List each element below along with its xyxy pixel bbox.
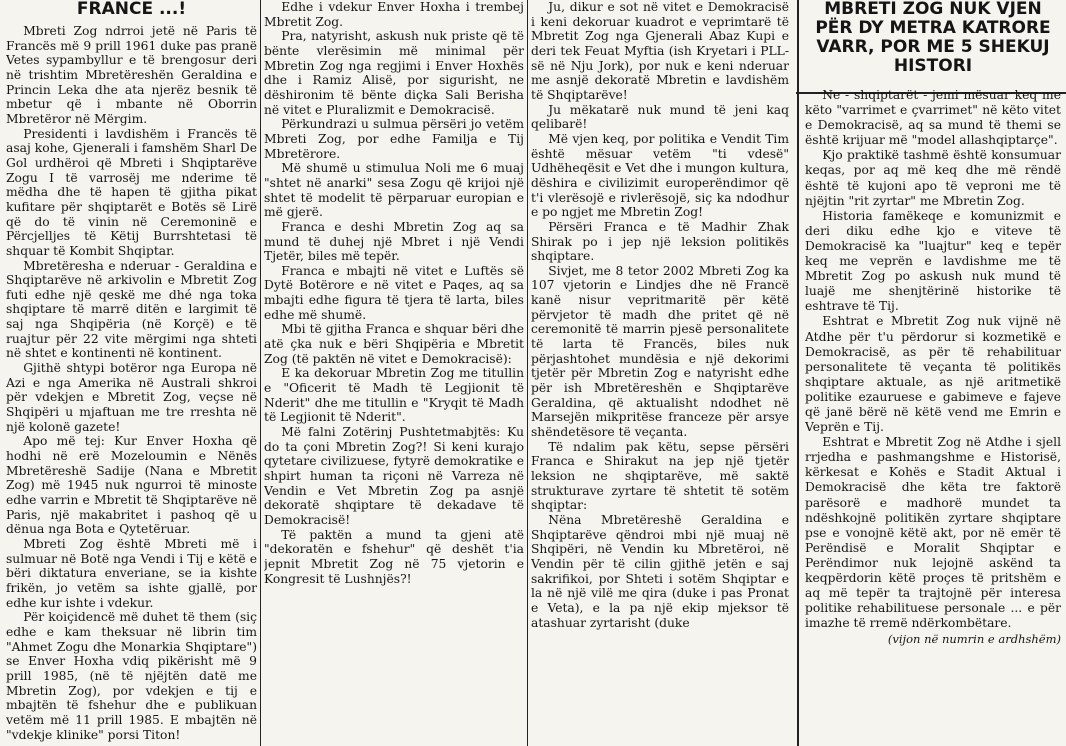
- paragraph: Mbreti Zog është Mbreti më i sulmuar në Botë nga Vendi i Tij e këtë e bëri diktatura enveriane, se ia kishte frikën, jo vetëm sa ishte gjallë, por edhe kur ishte i vdekur.: [6, 536, 257, 610]
- paragraph: Franca e mbajti në vitet e Luftës së Dytë Botërore e në vitet e Paqes, aq sa mbajti edhe figura të tjera të larta, biles edhe më shumë.: [264, 263, 524, 322]
- paragraph: Eshtrat e Mbretit Zog nuk vijnë në Atdhe për t'u përdorur si kozmetikë e Demokracisë, as për të rehabilituar personalitete të veçanta të politikës shqiptare aktuale, as një aritmetikë politike ezauruese e gabimeve e fajeve që janë bërë në këtë vend me Emrin e Veprën e Tij.: [805, 314, 1061, 435]
- paragraph: E ka dekoruar Mbretin Zog me titullin e "Oficerit të Madh të Legjionit të Nderit" dhe me titullin e "Kryqit të Madh të Legjionit të Nderit".: [264, 366, 524, 425]
- paragraph: Të paktën a mund ta gjeni atë "dekoratën e fshehur" që deshët t'ia jepnit Mbretit Zog në 75 vjetorin e Kongresit të Lushnjës?!: [264, 527, 524, 586]
- paragraph: Ju mëkatarë nuk mund të jeni kaq qelibarë!: [531, 102, 789, 132]
- paragraph: Nëna Mbretëreshë Geraldina e Shqiptarëve qëndroi mbi një muaj në Shqipëri, në Vendin ku Mbretëroi, në Vendin për të cilin gjithë jetën e saj sakrifikoi, por Shteti i sotëm Shqiptar e la në një vilë me qira (duke i pas Pronat e Veta), e la pa një ekip mjeksor të atashuar zyrtarisht (duke: [531, 512, 789, 630]
- paragraph: Mbretëresha e nderuar - Geraldina e Shqiptarëve në arkivolin e Mbretit Zog futi edhe një qeskë me dhé nga toka shqiptare të marrë ditën e largimit të saj nga Shqipëria (në Korçë) e të ruajtur për 22 vite mërgimi nga shteti në shtet e kontinenti në kontinent.: [6, 258, 257, 361]
- paragraph: Franca e deshi Mbretin Zog aq sa mund të duhej një Mbret i një Vendi Tjetër, biles më tepër.: [264, 219, 524, 264]
- article-column-4: [805, 0, 1061, 746]
- paragraph: Mbreti Zog ndrroi jetë në Paris të Francës më 9 prill 1961 duke pas pranë Vetes sypambyllur e të brengosur deri në trishtim Mbretëreshën Geraldina e Princin Leka dhe ata njerëz besnik të mbetur që i mbante në Oborrin Mbretëror në Mërgim.: [6, 24, 257, 126]
- paragraph: Eshtrat e Mbretit Zog në Atdhe i sjell rrjedha e pashmangshme e Historisë, kërkesat e Kohës e Stadit Aktual i Demokracisë dhe këta tre faktorë parësorë e madhorë mundet ta ndëshkojnë politikën zyrtare shqiptare pse e vonojnë këtë akt, por në emër të Perëndisë e Moralit Shqiptar e Perëndimor nuk lejojnë askënd ta keqpërdorin këtë proçes të pritshëm e aq më tepër ta trajtojnë për interesa politike rehabilituese personale ... e për imazhe të rremë ndërkombëtare.: [805, 435, 1061, 631]
- paragraph: Presidenti i lavdishëm i Francës të asaj kohe, Gjenerali i famshëm Sharl De Gol urdhëroi që Mbreti i Shqiptarëve Zogu I të varrosëj me nderime të mëdha dhe të hapen të gjitha pikat kufitare për shqiptarët e Botës së Lirë që do të vinin në Ceremoninë e Përcjelljes të Këtij Burrshtetasi të shquar të Kombit Shqiptar.: [6, 126, 257, 258]
- paragraph: Të ndalim pak këtu, sepse përsëri Franca e Shirakut na jep një tjetër leksion ne shqiptarëve, më saktë strukturave zyrtare të shtetit të sotëm shqiptar:: [531, 439, 789, 513]
- paragraph: Përsëri Franca e të Madhir Zhak Shirak po i jep një leksion politikës shqiptare.: [531, 219, 789, 264]
- article-column-1: [6, 0, 257, 746]
- paragraph: Pra, natyrisht, askush nuk priste që të bënte vlerësimin më minimal për Mbretin Zog nga regjimi i Enver Hoxhës dhe i Ramiz Alisë, por sigurisht, ne dëshironim të bënte diçka Sali Berisha në vitet e Pluralizmit e Demokracisë.: [264, 29, 524, 117]
- paragraph: Më vjen keq, por politika e Vendit Tim është mësuar vetëm "ti vdesë" Udhëheqësit e Vet dhe i mungon kultura, dëshira e civilizimit europerëndimor që t'i vlerësojë e rivlerësojë, siç ka ndodhur e po ngjet me Mbretin Zog!: [531, 131, 789, 220]
- paragraph: Ne - shqiptarët - jemi mësuar keq me këto "varrimet e çvarrimet" në këto vitet e Demokracisë, aq sa mund të themi se është krijuar më "model allashqiptarçe".: [805, 88, 1061, 148]
- continued-note: (vijon në numrin e ardhshëm): [887, 632, 1061, 647]
- paragraph: Gjithë shtypi botëror nga Europa në Azi e nga Amerika në Australi shkroi për vdekjen e Mbretit Zog, veçse në Shqipëri u mjaftuan me tre rreshta në një kolonë gazete!: [6, 361, 257, 434]
- column-divider: [260, 0, 261, 746]
- paragraph: Mbi të gjitha Franca e shquar bëri dhe atë çka nuk e bëri Shqipëria e Mbretit Zog (të paktën në vitet e Demokracisë):: [264, 322, 524, 366]
- article-headline: MBRETI ZOG NUK VJEN PËR DY METRA KATRORE VARR, POR ME 5 SHEKUJ HISTORI: [815, 0, 1051, 76]
- paragraph: Sivjet, me 8 tetor 2002 Mbreti Zog ka 107 vjetorin e Lindjes dhe në Francë kanë nisur vepritmaritë për këtë përvjetor të madh dhe pritet që në ceremonitë të marrin pjesë personalitete të larta të Francës, biles nuk përjashtohet mundësia e një dekorimi tjetër për Mbretin Zog e natyrisht edhe për ish Mbretëreshën e Shqiptarëve Geraldina, që aktualisht ndodhet në Marsejën mikpritëse franceze për arsye shëndetësore të veçanta.: [531, 263, 789, 440]
- paragraph: Edhe i vdekur Enver Hoxha i trembej Mbretit Zog.: [264, 0, 524, 29]
- section-heading: FRANCE ...!: [76, 0, 187, 19]
- paragraph: Historia famëkeqe e komunizmit e deri diku edhe kjo e viteve të Demokracisë ka "luajtur" keq e tepër keq me veprën e lavdishme me të Mbretit Zog po askush nuk mund të luajë me shenjtërinë historike të eshtrave të Tij.: [805, 208, 1061, 314]
- paragraph: Për koiçidencë më duhet të them (siç edhe e kam theksuar në librin tim "Ahmet Zogu dhe Monarkia Shqiptare") se Enver Hoxha vdiq pikërisht më 9 prill 1985, (në të njëjtën datë me Mbretin Zog), por vdekjen e tij e mbajtën të fshehur dhe e publikuan vetëm më 11 prill 1985. E mbajtën në "vdekje klinike" porsi Titon!: [6, 610, 257, 742]
- paragraph: Kjo praktikë tashmë është konsumuar keqas, por aq më keq dhe më rëndë është të kujoni apo të veproni me të njëjtin "rit zyrtar" me Mbretin Zog.: [805, 148, 1061, 208]
- column-divider: [527, 0, 528, 746]
- paragraph: Më falni Zotërinj Pushtetmabjtës: Ku do ta çoni Mbretin Zog?! Si keni kurajo qytetare civilizuese, fytyrë demokratike e shpirt human ta riçoni në Varreza në Vendin e Vet Mbretin Zog pa asnjë dekoratë shqiptare të dekadave të Demokracisë!: [264, 425, 524, 527]
- article-column-3: [531, 0, 789, 746]
- paragraph: Përkundrazi u sulmua përsëri jo vetëm Mbreti Zog, por edhe Familja e Tij Mbretërore.: [264, 117, 524, 161]
- paragraph: Apo më tej: Kur Enver Hoxha që hodhi në erë Mozeloumin e Nënës Mbretëreshë Sadije (Nana e Mbretit Zog) më 1945 nuk ngurroi të minoste edhe varrin e Mbretit të Shqiptarëve në Paris, një makabritet i pashoq që u dënua nga Bota e Qytetëruar.: [6, 434, 257, 537]
- article-column-2: [264, 0, 524, 746]
- paragraph: Më shumë u stimulua Noli me 6 muaj "shtet në anarki" sesa Zogu që krijoi një shtet të modelit të përparuar europian e më gjerë.: [264, 161, 524, 220]
- paragraph: Ju, dikur e sot në vitet e Demokracisë i keni dekoruar kuadrot e veprimtarë të Mbretit Zog nga Gjenerali Abaz Kupi e deri tek Feuat Myftia (ish Kryetari i PLL-së në Nju Jork), por nuk e keni nderuar me asnjë dekoratë Mbretin e lavdishëm të Shqiptarëve!: [531, 0, 789, 102]
- column-divider: [797, 0, 799, 746]
